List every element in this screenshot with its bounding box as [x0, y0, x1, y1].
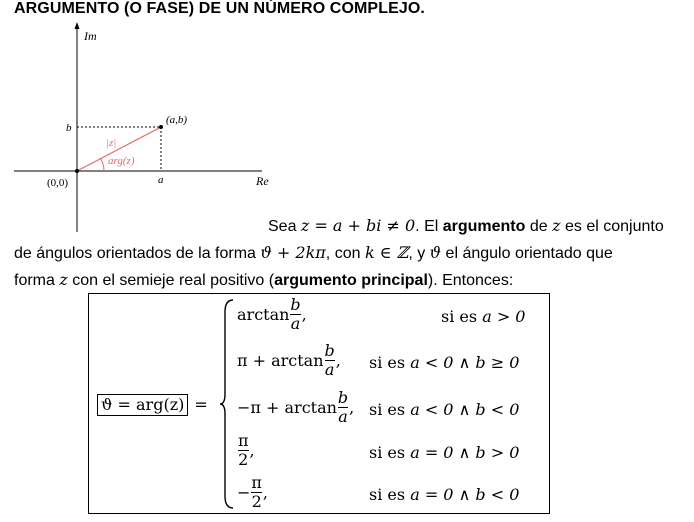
case-condition [369, 353, 519, 372]
text-fragment: , con [325, 245, 365, 262]
paragraph-line-1 [268, 216, 664, 236]
bold-argumento: argumento [442, 218, 526, 235]
condition-si-es: si es [369, 485, 411, 504]
fraction-denominator: 2 [251, 492, 262, 511]
paragraph-line-2 [14, 243, 613, 263]
case-condition [441, 307, 525, 326]
case-expression-prefix: −π + arctan [237, 398, 337, 417]
fraction-denominator: a [324, 360, 335, 379]
condition-expression: a < 0 ∧ b < 0 [410, 400, 520, 419]
fraction [325, 342, 335, 379]
angle-label: arg(z) [108, 155, 135, 167]
case-row [237, 389, 354, 429]
fraction-numerator: b [324, 341, 335, 360]
fraction-numerator: b [290, 295, 301, 314]
text-fragment: Sea [268, 218, 301, 235]
tick-b-label: b [66, 122, 72, 134]
fraction-numerator: π [238, 431, 249, 450]
bold-argumento-principal: argumento principal [274, 272, 428, 289]
case-comma: , [349, 398, 355, 417]
math-theta: ϑ [429, 243, 442, 262]
fraction-denominator: 2 [238, 450, 249, 469]
fraction [338, 389, 348, 426]
text-fragment: ). Entonces: [427, 272, 514, 289]
text-fragment: de ángulos orientados de la forma [14, 245, 261, 262]
case-row [237, 432, 255, 472]
modulus-label: |z| [106, 137, 117, 149]
fraction-denominator: a [290, 314, 301, 333]
case-comma: , [335, 351, 341, 370]
condition-expression: a > 0 [482, 307, 526, 326]
text-fragment: , y [408, 245, 430, 262]
text-fragment: el ángulo orientado que [441, 245, 613, 262]
formula-lhs [97, 394, 208, 418]
fraction [251, 474, 262, 511]
fraction [290, 296, 300, 333]
case-row [237, 342, 341, 382]
text-fragment: es el conjunto [560, 218, 664, 235]
im-axis-label: Im [84, 29, 97, 43]
page-title: ARGUMENTO (O FASE) DE UN NÚMERO COMPLEJO. [14, 0, 425, 17]
fraction [238, 432, 249, 469]
case-comma: , [301, 305, 307, 324]
case-condition [369, 443, 519, 462]
case-condition [369, 485, 519, 504]
paragraph-line-3 [14, 270, 513, 290]
text-fragment: . El [415, 218, 443, 235]
condition-si-es: si es [369, 400, 411, 419]
fraction-numerator: π [251, 473, 262, 492]
condition-expression: a = 0 ∧ b > 0 [410, 443, 520, 462]
case-comma: , [249, 441, 255, 460]
point-ab-marker [159, 125, 163, 129]
math-k-in-z: k ∈ ℤ [364, 243, 409, 262]
tick-a-label: a [158, 174, 164, 186]
fraction-numerator: b [337, 388, 349, 407]
re-axis-label: Re [256, 174, 269, 188]
origin-marker [75, 169, 79, 173]
case-expression-prefix: − [237, 483, 251, 502]
math-theta-2kpi: ϑ + 2kπ [260, 243, 326, 262]
math-z-definition: z = a + bi ≠ 0 [300, 216, 416, 235]
argument-formula-box [88, 293, 550, 514]
condition-expression: a = 0 ∧ b < 0 [410, 485, 520, 504]
condition-expression: a < 0 ∧ b ≥ 0 [410, 353, 520, 372]
case-condition [369, 400, 519, 419]
text-fragment: de [525, 218, 553, 235]
condition-si-es: si es [441, 307, 483, 326]
complex-plane-diagram [0, 0, 694, 240]
origin-label: (0,0) [47, 177, 69, 189]
equals-sign: = [194, 395, 208, 414]
boxed-theta-arg: ϑ = arg(z) [97, 394, 188, 416]
case-comma: , [262, 483, 269, 502]
condition-si-es: si es [369, 353, 411, 372]
case-row [237, 296, 307, 336]
case-row [237, 474, 268, 514]
fraction-denominator: a [338, 407, 348, 426]
text-fragment: con el semieje real positivo ( [67, 272, 275, 289]
imaginary-axis-arrow [75, 22, 80, 29]
math-z: z [552, 216, 561, 235]
math-z: z [59, 270, 68, 289]
case-expression-prefix: π + arctan [237, 351, 324, 370]
left-brace-icon [219, 298, 235, 510]
point-label: (a,b) [166, 114, 188, 126]
angle-arc [101, 159, 104, 171]
text-fragment: forma [14, 272, 60, 289]
condition-si-es: si es [369, 443, 411, 462]
case-expression-prefix: arctan [237, 305, 290, 324]
